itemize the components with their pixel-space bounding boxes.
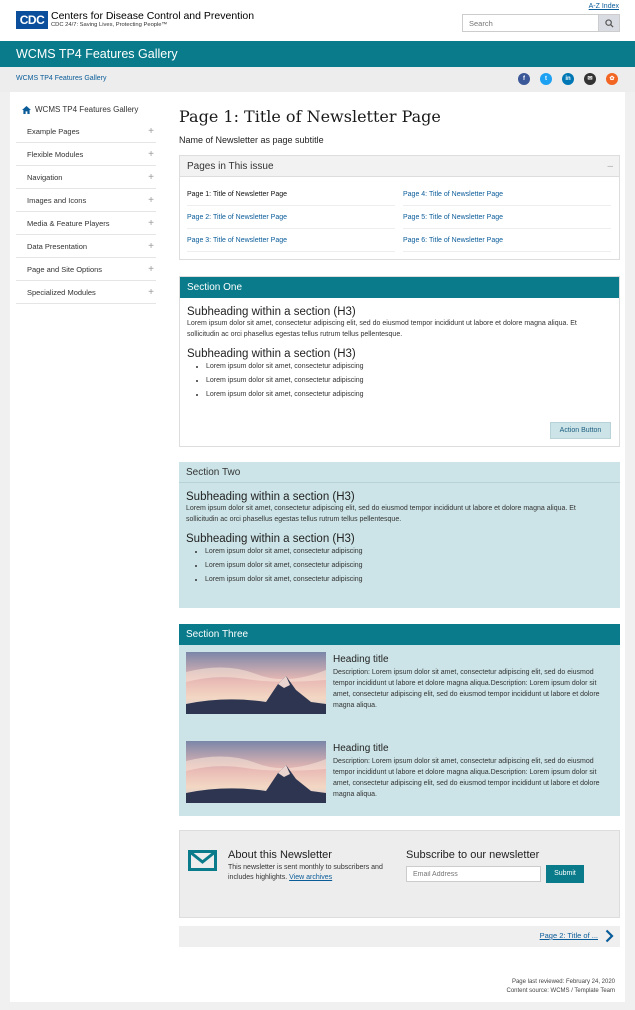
mountain-image — [186, 652, 326, 714]
sidebar-item-label: Images and Icons — [27, 196, 87, 205]
sidebar-heading[interactable] — [22, 105, 138, 114]
list-item: • Lorem ipsum dolor sit amet, consectetur adipiscing — [205, 573, 613, 587]
section-three-heading: Section Three — [179, 624, 620, 645]
section-one-heading: Section One — [180, 277, 619, 298]
expand-icon[interactable]: + — [148, 195, 154, 206]
section-two — [179, 462, 620, 608]
toc-link[interactable]: Page 2: Title of Newsletter Page — [187, 206, 395, 229]
toc-heading: Pages in This issue — [187, 161, 274, 172]
sidebar-item-label: Navigation — [27, 173, 63, 182]
sidebar-item-label: Example Pages — [27, 127, 80, 136]
expand-icon[interactable]: + — [148, 264, 154, 275]
site-header — [0, 0, 635, 41]
toc-column-right — [403, 183, 611, 252]
section-two-paragraph: Lorem ipsum dolor sit amet, consectetur adipiscing elit, sed do eiusmod tempor incididunt ut labore et dolore magna aliqua. Et sollicitudin ac orci phasellus egestas tellus rutrum tellus pellentesque. — [186, 505, 576, 523]
breadcrumb[interactable]: WCMS TP4 Features Gallery — [16, 75, 107, 82]
sidebar-item-label: Data Presentation — [27, 242, 88, 251]
card-description: Description: Lorem ipsum dolor sit amet, consectetur adipiscing elit, sed do eiusmod tempor incididunt ut labore et dolore magna aliqua.Description: Lorem ipsum dolor sit amet, consectetur adipiscing elit, sed do eiusmod tempor incididunt ut labore et dolore magna aliqua. — [333, 669, 600, 709]
section-one-subheading-1: Subheading within a section (H3) — [187, 306, 356, 318]
subscribe-title: Subscribe to our newsletter — [406, 849, 540, 861]
section-one-list — [206, 360, 612, 402]
list-item: • Lorem ipsum dolor sit amet, consectetur adipiscing — [205, 559, 613, 573]
sidebar-item-media-feature-players[interactable] — [16, 212, 156, 235]
chevron-right-icon[interactable] — [605, 929, 614, 943]
expand-icon[interactable]: + — [148, 241, 154, 252]
sidebar-item-label: Flexible Modules — [27, 150, 84, 159]
card-title[interactable]: Heading title — [333, 743, 389, 754]
email-field[interactable] — [406, 866, 541, 882]
toc-header[interactable] — [180, 156, 619, 177]
section-one-subheading-2: Subheading within a section (H3) — [187, 348, 356, 360]
content-source: Content source: WCMS / Template Team — [506, 988, 615, 994]
toc-column-left — [187, 183, 395, 252]
list-item: • Lorem ipsum dolor sit amet, consectetur adipiscing — [206, 360, 612, 374]
sidebar-nav — [16, 120, 156, 304]
expand-icon[interactable]: + — [148, 149, 154, 160]
view-archives-link[interactable]: View archives — [289, 874, 333, 881]
list-item: • Lorem ipsum dolor sit amet, consectetur adipiscing — [205, 545, 613, 559]
expand-icon[interactable]: + — [148, 218, 154, 229]
sidebar-item-page-and-site-options[interactable] — [16, 258, 156, 281]
home-icon — [22, 106, 31, 114]
list-item: • Lorem ipsum dolor sit amet, consectetur adipiscing — [206, 374, 612, 388]
sidebar-heading-label: WCMS TP4 Features Gallery — [35, 105, 139, 114]
sidebar-item-label: Media & Feature Players — [27, 219, 110, 228]
search-input[interactable] — [463, 15, 599, 31]
card-description: Description: Lorem ipsum dolor sit amet, consectetur adipiscing elit, sed do eiusmod tempor incididunt ut labore et dolore magna aliqua.Description: Lorem ipsum dolor sit amet, consectetur adipiscing elit, sed do eiusmod tempor incididunt ut labore et dolore magna aliqua. — [333, 758, 600, 798]
about-newsletter-text — [228, 863, 403, 883]
org-tagline: CDC 24/7: Saving Lives, Protecting People™ — [51, 22, 168, 28]
sidebar-item-images-and-icons[interactable] — [16, 189, 156, 212]
org-name[interactable]: Centers for Disease Control and Prevention — [51, 10, 255, 22]
search-icon — [605, 19, 614, 28]
page-body — [10, 92, 625, 1002]
action-button[interactable]: Action Button — [550, 422, 611, 439]
sidebar-item-specialized-modules[interactable] — [16, 281, 156, 304]
sidebar-item-label: Page and Site Options — [27, 265, 103, 274]
syndicate-icon[interactable]: ✿ — [606, 73, 618, 85]
expand-icon[interactable]: + — [148, 126, 154, 137]
section-two-subheading-1: Subheading within a section (H3) — [186, 491, 355, 503]
sidebar-item-data-presentation[interactable] — [16, 235, 156, 258]
mountain-image — [186, 741, 326, 803]
section-two-list — [205, 545, 613, 587]
toc-link[interactable]: Page 5: Title of Newsletter Page — [403, 206, 611, 229]
twitter-icon[interactable]: t — [540, 73, 552, 85]
search-button[interactable] — [598, 15, 619, 31]
toc-link[interactable]: Page 1: Title of Newsletter Page — [187, 183, 395, 206]
site-title-bar — [0, 41, 635, 67]
site-title[interactable]: WCMS TP4 Features Gallery — [16, 47, 178, 61]
card-image[interactable] — [186, 652, 326, 714]
expand-icon[interactable]: + — [148, 287, 154, 298]
collapse-icon[interactable]: – — [607, 161, 613, 172]
card-image[interactable] — [186, 741, 326, 803]
last-reviewed: Page last reviewed: February 24, 2020 — [511, 979, 615, 985]
toc-link[interactable]: Page 4: Title of Newsletter Page — [403, 183, 611, 206]
page-title: Page 1: Title of Newsletter Page — [179, 107, 441, 126]
email-icon[interactable]: ✉ — [584, 73, 596, 85]
section-one-paragraph: Lorem ipsum dolor sit amet, consectetur adipiscing elit, sed do eiusmod tempor incididunt ut labore et dolore magna aliqua. Et sollicitudin ac orci phasellus egestas tellus rutrum tellus pellentesque. — [187, 320, 577, 338]
sidebar-item-example-pages[interactable] — [16, 120, 156, 143]
about-newsletter-title: About this Newsletter — [228, 849, 332, 861]
sidebar-item-label: Specialized Modules — [27, 288, 96, 297]
section-one — [179, 276, 620, 447]
card-title[interactable]: Heading title — [333, 654, 389, 665]
list-item: • Lorem ipsum dolor sit amet, consectetur adipiscing — [206, 388, 612, 402]
pages-in-issue — [179, 155, 620, 260]
search-box — [462, 14, 620, 32]
breadcrumb-bar — [0, 67, 635, 92]
cdc-logo[interactable]: CDC — [16, 11, 48, 29]
toc-link[interactable]: Page 6: Title of Newsletter Page — [403, 229, 611, 252]
facebook-icon[interactable]: f — [518, 73, 530, 85]
page-subtitle: Name of Newsletter as page subtitle — [179, 135, 324, 145]
section-three — [179, 624, 620, 816]
linkedin-icon[interactable]: in — [562, 73, 574, 85]
expand-icon[interactable]: + — [148, 172, 154, 183]
section-two-subheading-2: Subheading within a section (H3) — [186, 533, 355, 545]
newsletter-promo — [179, 830, 620, 918]
sidebar-item-navigation[interactable] — [16, 166, 156, 189]
page-footer — [507, 978, 616, 996]
about-newsletter-body: This newsletter is sent monthly to subscribers and includes highlights. — [228, 864, 383, 881]
sidebar-item-flexible-modules[interactable] — [16, 143, 156, 166]
envelope-icon — [188, 850, 217, 871]
toc-link[interactable]: Page 3: Title of Newsletter Page — [187, 229, 395, 252]
az-index-link[interactable]: A-Z Index — [588, 3, 619, 10]
pager — [179, 926, 620, 947]
submit-button[interactable]: Submit — [546, 865, 584, 883]
section-two-heading: Section Two — [179, 462, 620, 483]
next-page-link[interactable]: Page 2: Title of ... — [539, 931, 598, 940]
